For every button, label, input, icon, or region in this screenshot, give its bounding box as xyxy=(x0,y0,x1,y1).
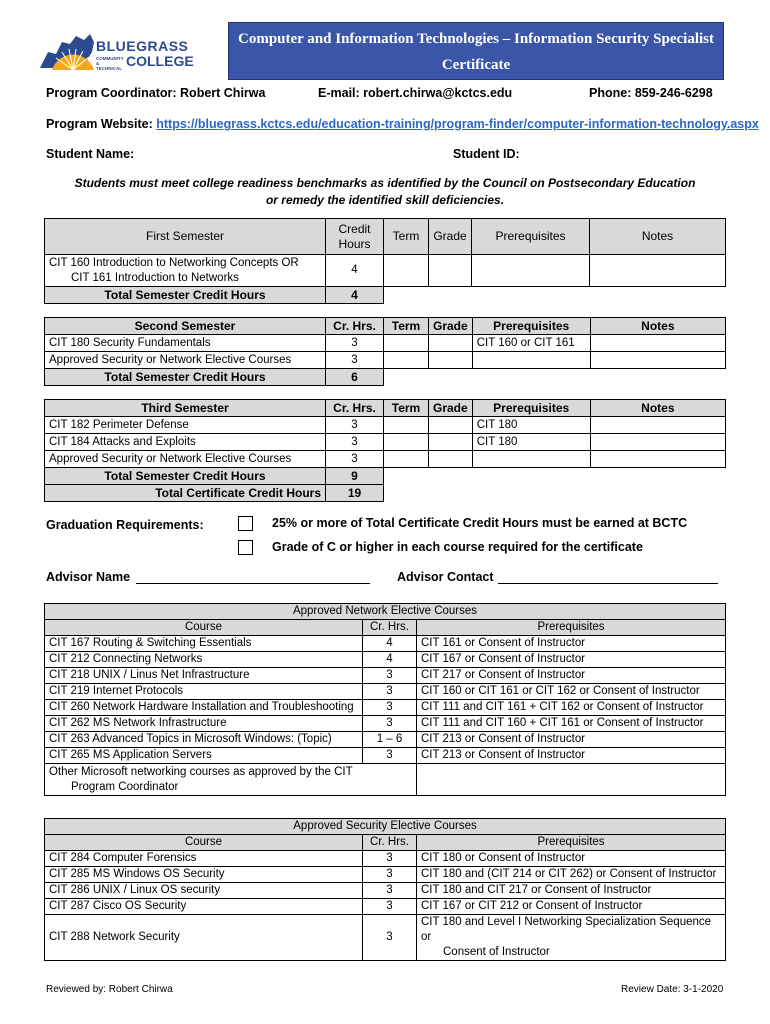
course-cell: CIT 219 Internet Protocols xyxy=(45,684,363,700)
course-cell: CIT 263 Advanced Topics in Microsoft Windows: (Topic) xyxy=(45,732,363,748)
total-label: Total Semester Credit Hours xyxy=(45,468,326,485)
prerequisites-header: Prerequisites xyxy=(472,318,590,335)
course-cell: Other Microsoft networking courses as approved by the CIT Program Coordinator xyxy=(45,764,417,796)
program-website xyxy=(46,117,759,131)
prereq-cell: CIT 180 xyxy=(472,417,590,434)
hours-cell: 3 xyxy=(363,883,417,899)
prereq-cell: CIT 167 or CIT 212 or Consent of Instructor xyxy=(417,899,726,915)
course-cell: CIT 287 Cisco OS Security xyxy=(45,899,363,915)
hours-cell: 3 xyxy=(363,700,417,716)
prereq-cell xyxy=(417,764,726,796)
course-cell: CIT 260 Network Hardware Installation and Troubleshooting xyxy=(45,700,363,716)
student-id-label: Student ID: xyxy=(453,147,520,161)
hours-cell: 3 xyxy=(363,899,417,915)
first-semester-header: First Semester xyxy=(45,219,326,255)
advisor-name-label: Advisor Name xyxy=(46,570,131,584)
third-semester-header: Third Semester xyxy=(45,400,326,417)
program-subtitle: Certificate xyxy=(441,57,511,73)
prereq-cell: CIT 160 or CIT 161 or CIT 162 or Consent of Instructor xyxy=(417,684,726,700)
program-website-link[interactable]: https://bluegrass.kctcs.edu/education-training/program-finder/computer-information-technology.aspx xyxy=(156,117,759,131)
course-cell: CIT 218 UNIX / Linus Net Infrastructure xyxy=(45,668,363,684)
program-title: Computer and Information Technologies – Information Security Specialist xyxy=(238,31,714,47)
course-cell: Approved Security or Network Elective Courses xyxy=(45,352,326,369)
requirement-2-text: Grade of C or higher in each course required for the certificate xyxy=(272,540,643,554)
course-cell: CIT 167 Routing & Switching Essentials xyxy=(45,636,363,652)
grade-cell[interactable] xyxy=(429,434,473,451)
term-header: Term xyxy=(384,219,429,255)
credit-hours-header: Credit Hours xyxy=(326,219,384,255)
total-value: 4 xyxy=(326,287,384,304)
prereq-cell xyxy=(472,451,590,468)
prereq-cell: CIT 217 or Consent of Instructor xyxy=(417,668,726,684)
cr-hrs-header: Cr. Hrs. xyxy=(326,318,384,335)
prereq-cell: CIT 180 xyxy=(472,434,590,451)
course-cell: CIT 265 MS Application Servers xyxy=(45,748,363,764)
network-electives-title: Approved Network Elective Courses xyxy=(45,604,726,620)
course-cell: CIT 182 Perimeter Defense xyxy=(45,417,326,434)
cr-hrs-header: Cr. Hrs. xyxy=(363,620,417,636)
total-label: Total Semester Credit Hours xyxy=(45,287,326,304)
notes-header: Notes xyxy=(590,219,726,255)
second-semester-header: Second Semester xyxy=(45,318,326,335)
hours-cell: 4 xyxy=(326,255,384,287)
requirement-1-checkbox[interactable] xyxy=(238,516,253,531)
prereq-cell: CIT 167 or Consent of Instructor xyxy=(417,652,726,668)
prerequisites-header: Prerequisites xyxy=(417,835,726,851)
program-title-box xyxy=(228,22,724,80)
program-coordinator: Program Coordinator: Robert Chirwa xyxy=(46,86,266,100)
term-cell[interactable] xyxy=(384,335,429,352)
course-cell: CIT 288 Network Security xyxy=(45,915,363,961)
hours-cell: 3 xyxy=(363,716,417,732)
readiness-notice-line1: Students must meet college readiness benchmarks as identified by the Council on Postsecondary Education xyxy=(74,176,696,190)
prerequisites-header: Prerequisites xyxy=(472,219,590,255)
logo-college: COLLEGE xyxy=(126,53,194,69)
grade-header: Grade xyxy=(429,400,473,417)
logo-community: COMMUNITY & TECHNICAL xyxy=(96,56,124,71)
prereq-cell: CIT 180 and (CIT 214 or CIT 262) or Consent of Instructor xyxy=(417,867,726,883)
course-cell: CIT 180 Security Fundamentals xyxy=(45,335,326,352)
hours-cell: 3 xyxy=(326,335,384,352)
notes-header: Notes xyxy=(590,318,725,335)
prerequisites-header: Prerequisites xyxy=(417,620,726,636)
prereq-cell: CIT 160 or CIT 161 xyxy=(472,335,590,352)
prereq-cell: CIT 180 and CIT 217 or Consent of Instructor xyxy=(417,883,726,899)
prereq-cell: CIT 161 or Consent of Instructor xyxy=(417,636,726,652)
college-logo xyxy=(38,32,208,76)
hours-cell: 3 xyxy=(363,867,417,883)
hours-cell: 3 xyxy=(326,352,384,369)
prereq-cell xyxy=(472,352,590,369)
hours-cell: 3 xyxy=(326,451,384,468)
prereq-cell: CIT 111 and CIT 161 + CIT 162 or Consent of Instructor xyxy=(417,700,726,716)
total-value: 6 xyxy=(326,369,384,386)
logo-bluegrass: BLUEGRASS xyxy=(96,38,189,54)
cr-hrs-header: Cr. Hrs. xyxy=(363,835,417,851)
course-cell: CIT 212 Connecting Networks xyxy=(45,652,363,668)
requirement-2-checkbox[interactable] xyxy=(238,540,253,555)
term-header: Term xyxy=(384,400,429,417)
course-cell: CIT 286 UNIX / Linux OS security xyxy=(45,883,363,899)
readiness-notice xyxy=(40,175,730,209)
hours-cell: 4 xyxy=(363,636,417,652)
cr-hrs-header: Cr. Hrs. xyxy=(326,400,384,417)
grade-header: Grade xyxy=(429,219,472,255)
course-header: Course xyxy=(45,835,363,851)
notes-cell[interactable] xyxy=(590,451,725,468)
first-semester-table xyxy=(44,218,726,304)
advisor-name-line[interactable] xyxy=(136,583,370,584)
grade-cell[interactable] xyxy=(429,417,473,434)
second-semester-table xyxy=(44,317,726,386)
grade-cell[interactable] xyxy=(429,335,473,352)
advisor-contact-line[interactable] xyxy=(498,583,718,584)
prereq-cell: CIT 111 and CIT 160 + CIT 161 or Consent of Instructor xyxy=(417,716,726,732)
total-label: Total Semester Credit Hours xyxy=(45,369,326,386)
network-electives-table xyxy=(44,603,726,796)
hours-cell: 3 xyxy=(363,668,417,684)
term-cell[interactable] xyxy=(384,417,429,434)
certificate-total-label: Total Certificate Credit Hours xyxy=(45,485,326,502)
hours-cell: 3 xyxy=(363,851,417,867)
hours-cell: 3 xyxy=(363,684,417,700)
prerequisites-header: Prerequisites xyxy=(472,400,590,417)
notes-cell[interactable] xyxy=(590,255,726,287)
prereq-cell: CIT 180 or Consent of Instructor xyxy=(417,851,726,867)
course-cell: CIT 262 MS Network Infrastructure xyxy=(45,716,363,732)
graduation-requirements-label: Graduation Requirements: xyxy=(46,518,204,532)
hours-cell: 3 xyxy=(326,434,384,451)
course-cell: CIT 160 Introduction to Networking Concepts OR CIT 161 Introduction to Networks xyxy=(45,255,326,287)
kentucky-sunburst-icon xyxy=(38,32,96,72)
course-header: Course xyxy=(45,620,363,636)
prereq-cell xyxy=(472,255,590,287)
third-semester-table xyxy=(44,399,726,502)
reviewed-by: Reviewed by: Robert Chirwa xyxy=(46,984,173,995)
term-cell[interactable] xyxy=(384,451,429,468)
term-cell[interactable] xyxy=(384,255,429,287)
notes-cell[interactable] xyxy=(590,434,725,451)
grade-cell[interactable] xyxy=(429,451,473,468)
hours-cell: 3 xyxy=(326,417,384,434)
term-cell[interactable] xyxy=(384,434,429,451)
readiness-notice-line2: or remedy the identified skill deficiencies. xyxy=(265,193,505,207)
grade-cell[interactable] xyxy=(429,255,472,287)
notes-header: Notes xyxy=(590,400,725,417)
notes-cell[interactable] xyxy=(590,352,725,369)
grade-cell[interactable] xyxy=(429,352,473,369)
notes-cell[interactable] xyxy=(590,335,725,352)
course-cell: CIT 285 MS Windows OS Security xyxy=(45,867,363,883)
coordinator-email: E-mail: robert.chirwa@kctcs.edu xyxy=(318,86,513,100)
security-electives-title: Approved Security Elective Courses xyxy=(45,819,726,835)
term-cell[interactable] xyxy=(384,352,429,369)
prereq-cell: CIT 213 or Consent of Instructor xyxy=(417,748,726,764)
certificate-total-value: 19 xyxy=(326,485,384,502)
student-name-label: Student Name: xyxy=(46,147,135,161)
hours-cell: 4 xyxy=(363,652,417,668)
coordinator-phone: Phone: 859-246-6298 xyxy=(589,86,713,100)
hours-cell: 3 xyxy=(363,748,417,764)
advisor-contact-label: Advisor Contact xyxy=(397,570,494,584)
term-header: Term xyxy=(384,318,429,335)
prereq-cell: CIT 180 and Level I Networking Specialization Sequence or Consent of Instructor xyxy=(417,915,726,961)
total-value: 9 xyxy=(326,468,384,485)
course-cell: CIT 284 Computer Forensics xyxy=(45,851,363,867)
prereq-cell: CIT 213 or Consent of Instructor xyxy=(417,732,726,748)
program-website-label: Program Website: xyxy=(46,117,153,131)
review-date: Review Date: 3-1-2020 xyxy=(621,984,724,995)
grade-header: Grade xyxy=(429,318,473,335)
hours-cell: 1 – 6 xyxy=(363,732,417,748)
course-cell: CIT 184 Attacks and Exploits xyxy=(45,434,326,451)
notes-cell[interactable] xyxy=(590,417,725,434)
hours-cell: 3 xyxy=(363,915,417,961)
course-cell: Approved Security or Network Elective Courses xyxy=(45,451,326,468)
requirement-1-text: 25% or more of Total Certificate Credit Hours must be earned at BCTC xyxy=(272,516,688,530)
security-electives-table xyxy=(44,818,726,961)
